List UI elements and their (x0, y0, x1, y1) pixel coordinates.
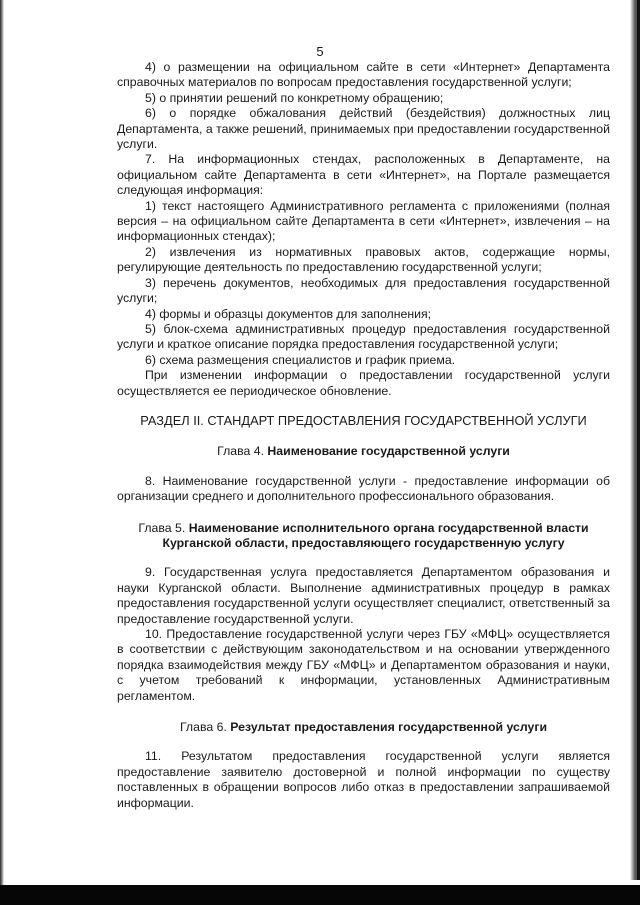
paragraph: 5) блок-схема административных процедур предоставления государственной услуги и краткое описание порядка предоставления государственной услуги; (117, 321, 610, 352)
paragraph: 5) о принятии решений по конкретному обращению; (145, 90, 444, 105)
page-number: 5 (316, 44, 324, 59)
chapter-heading (117, 444, 610, 459)
paragraph: 6) схема размещения специалистов и график приема. (145, 352, 456, 367)
paragraph: 10. Предоставление государственной услуги через ГБУ «МФЦ» осуществляется в соответствии с действующим законодательством и на основании утвержденного порядка взаимодействия между ГБУ «МФЦ» и Департаментом образования и науки, с учетом требований к информации, установленных Административным регламентом. (117, 627, 610, 703)
paragraph: 11. Результатом предоставления государственной услуги является предоставление заявителю достоверной и полной информации по существу поставленных в обращении вопросов либо отказ в предоставлении запрашиваемой информации. (117, 749, 610, 810)
paragraph: 9. Государственная услуга предоставляется Департаментом образования и науки Курганской области. Выполнение административных процедур в рамках предоставления государственной услуги осуществляет специалист, ответственный за предоставление государственной услуги. (117, 565, 610, 626)
paragraph: 3) перечень документов, необходимых для предоставления государственной услуги; (117, 275, 610, 306)
paragraph: 6) о порядке обжалования действий (бездействия) должностных лиц Департамента, а также решений, принимаемых при предоставлении государственной услуги. (117, 106, 610, 152)
chapter-number: Глава 5. (138, 520, 189, 535)
chapter-number: Глава 6. (179, 720, 231, 735)
scan-left-edge (0, 0, 4, 905)
paragraph: При изменении информации о предоставлении государственной услуги осуществляется ее периодическое обновление. (117, 368, 610, 398)
spacer (117, 460, 610, 474)
paragraph: 4) о размещении на официальном сайте в сети «Интернет» Департамента справочных материалов по вопросам предоставления государственной услуги; (117, 60, 610, 90)
document-body (117, 60, 610, 811)
scan-right-edge (630, 0, 640, 880)
section-heading: РАЗДЕЛ II. СТАНДАРТ ПРЕДОСТАВЛЕНИЯ ГОСУДАРСТВЕННОЙ УСЛУГИ (140, 412, 587, 428)
paragraph: 4) формы и образцы документов для заполнения; (145, 306, 432, 321)
chapter-title: Результат предоставления государственной услуги (230, 720, 548, 735)
chapter-title: Наименование государственной услуги (267, 444, 510, 459)
spacer (117, 551, 610, 565)
paragraph: 8. Наименование государственной услуги - предоставление информации об организации среднего и дополнительного профессионального образования. (117, 473, 610, 504)
paragraph: 7. На информационных стендах, расположенных в Департаменте, на официальном сайте Департамента в сети «Интернет», на Портале размещается следующая информация: (117, 152, 610, 198)
chapter-number: Глава 4. (217, 444, 268, 459)
spacer (117, 735, 610, 749)
chapter-heading (117, 521, 610, 552)
paragraph: 1) текст настоящего Административного регламента с приложениями (полная версия – на официальном сайте Департамента в сети «Интернет», извлечения – на информационных стендах); (117, 198, 610, 244)
chapter-title: Наименование исполнительного органа государственной власти Курганской области, предоставляющего государственную услугу (162, 520, 589, 550)
chapter-heading (117, 720, 610, 735)
scan-bottom-edge (0, 885, 640, 905)
paragraph: 2) извлечения из нормативных правовых актов, содержащие нормы, регулирующие деятельность по предоставлению государственной услуги; (117, 244, 610, 275)
